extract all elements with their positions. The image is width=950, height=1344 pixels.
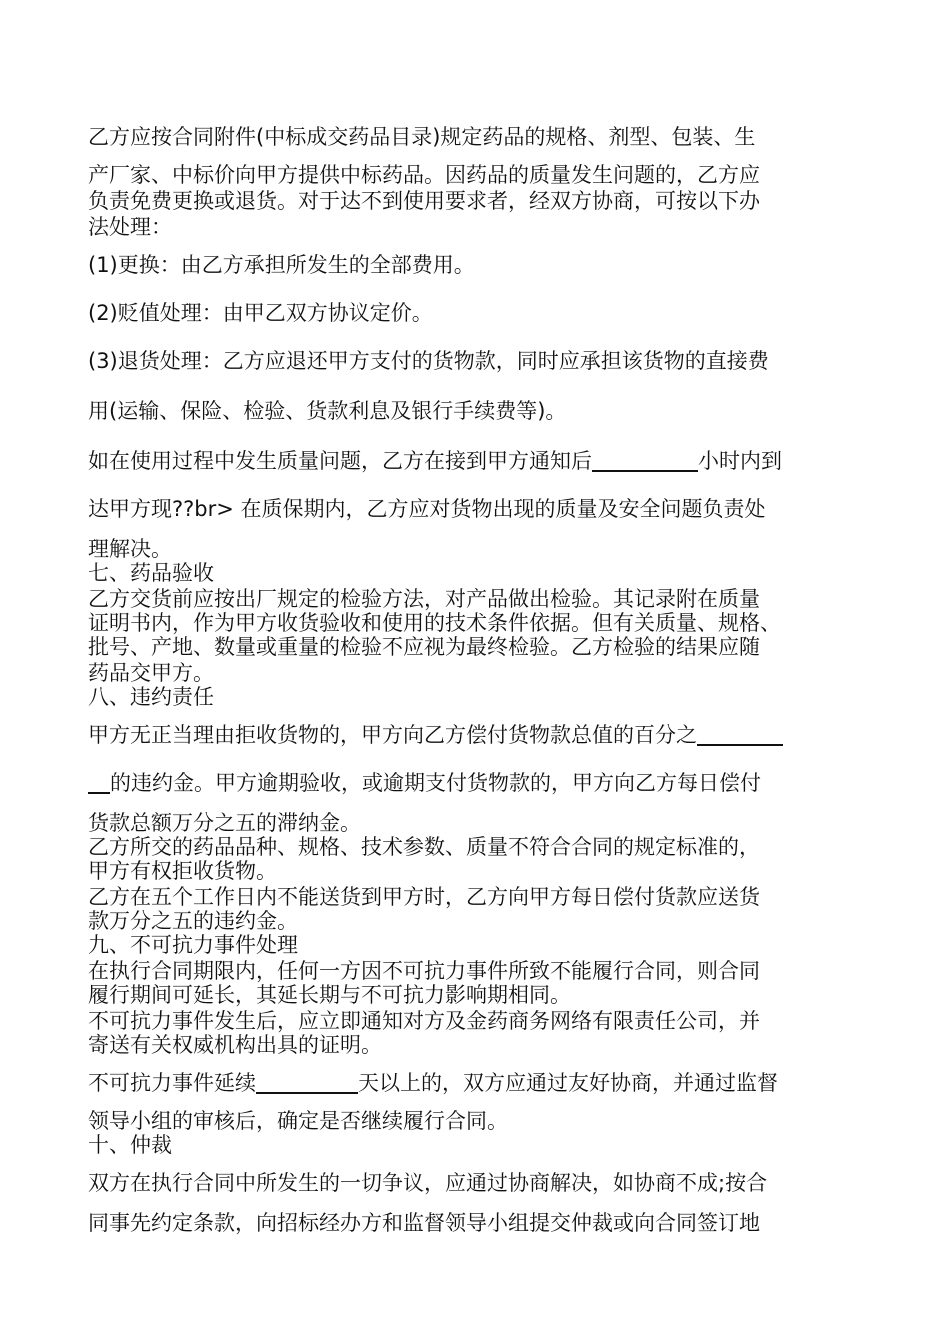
clause-quality-line-3: 负责免费更换或退货。对于达不到使用要求者，经双方协商，可按以下办 <box>88 189 760 213</box>
item-return-line-1: (3)退货处理：乙方应退还甲方支付的货物款，同时应承担该货物的直接费 <box>88 349 769 373</box>
item-return-line-2: 用(运输、保险、检验、货款利息及银行手续费等)。 <box>88 399 567 423</box>
section-8-p2-line-2: 甲方有权拒收货物。 <box>88 859 277 883</box>
clause-quality-line-4: 法处理： <box>88 215 172 239</box>
section-8-p3-line-1: 乙方在五个工作日内不能送货到甲方时，乙方向甲方每日偿付货款应送货 <box>88 885 760 909</box>
section-7-line-2: 证明书内，作为甲方收货验收和使用的技术条件依据。但有关质量、规格、 <box>88 611 781 635</box>
clause-notice-line-1 <box>88 448 878 474</box>
section-9-heading: 九、不可抗力事件处理 <box>88 933 298 957</box>
section-9-p2-line-1: 不可抗力事件发生后，应立即通知对方及金药商务网络有限责任公司，并 <box>88 1009 760 1033</box>
section-8-p1-text: 甲方无正当理由拒收货物的，甲方向乙方偿付货物款总值的百分之 <box>88 723 697 747</box>
clause-notice-line-2: 达甲方现??br> 在质保期内，乙方应对货物出现的质量及安全问题负责处 <box>88 497 766 521</box>
item-depreciation: (2)贬值处理：由甲乙双方协议定价。 <box>88 301 433 325</box>
percent-blank-part-2 <box>88 770 110 794</box>
section-9-p3-line-1 <box>88 1070 878 1096</box>
section-10-heading: 十、仲裁 <box>88 1133 172 1157</box>
percent-blank-part-1 <box>697 722 783 746</box>
section-7-line-1: 乙方交货前应按出厂规定的检验方法，对产品做出检验。其记录附在质量 <box>88 587 760 611</box>
hours-blank <box>592 448 698 472</box>
clause-quality-line-2: 产厂家、中标价向甲方提供中标药品。因药品的质量发生问题的，乙方应 <box>88 163 760 187</box>
section-8-p1-line-3: 货款总额万分之五的滞纳金。 <box>88 811 361 835</box>
section-8-p1-line-1 <box>88 722 878 748</box>
section-9-p3-line-2: 领导小组的审核后，确定是否继续履行合同。 <box>88 1109 508 1133</box>
section-9-p2-line-2: 寄送有关权威机构出具的证明。 <box>88 1033 382 1057</box>
clause-quality-line-1: 乙方应按合同附件(中标成交药品目录)规定药品的规格、剂型、包装、生 <box>88 125 756 149</box>
section-9-p1-line-1: 在执行合同期限内，任何一方因不可抗力事件所致不能履行合同，则合同 <box>88 959 760 983</box>
section-7-line-4: 药品交甲方。 <box>88 661 214 685</box>
section-10-line-2: 同事先约定条款，向招标经办方和监督领导小组提交仲裁或向合同签订地 <box>88 1211 760 1235</box>
section-9-p3-text-a: 不可抗力事件延续 <box>88 1071 256 1095</box>
section-9-p1-line-2: 履行期间可延长，其延长期与不可抗力影响期相同。 <box>88 983 571 1007</box>
section-8-p1-text-2: 的违约金。甲方逾期验收，或逾期支付货物款的，甲方向乙方每日偿付 <box>110 771 761 795</box>
section-9-p3-text-b: 天以上的，双方应通过友好协商，并通过监督 <box>358 1071 778 1095</box>
section-8-p3-line-2: 款万分之五的违约金。 <box>88 909 298 933</box>
item-replace: (1)更换：由乙方承担所发生的全部费用。 <box>88 253 475 277</box>
clause-notice-text-a: 如在使用过程中发生质量问题，乙方在接到甲方通知后 <box>88 449 592 473</box>
section-7-heading: 七、药品验收 <box>88 561 214 585</box>
days-blank <box>256 1070 358 1094</box>
section-7-line-3: 批号、产地、数量或重量的检验不应视为最终检验。乙方检验的结果应随 <box>88 635 760 659</box>
section-8-p2-line-1: 乙方所交的药品品种、规格、技术参数、质量不符合合同的规定标准的， <box>88 835 760 859</box>
section-10-line-1: 双方在执行合同中所发生的一切争议，应通过协商解决，如协商不成;按合 <box>88 1171 768 1195</box>
section-8-p1-line-2 <box>88 770 878 796</box>
section-8-heading: 八、违约责任 <box>88 685 214 709</box>
clause-notice-line-3: 理解决。 <box>88 537 172 561</box>
clause-notice-text-b: 小时内到 <box>698 449 782 473</box>
